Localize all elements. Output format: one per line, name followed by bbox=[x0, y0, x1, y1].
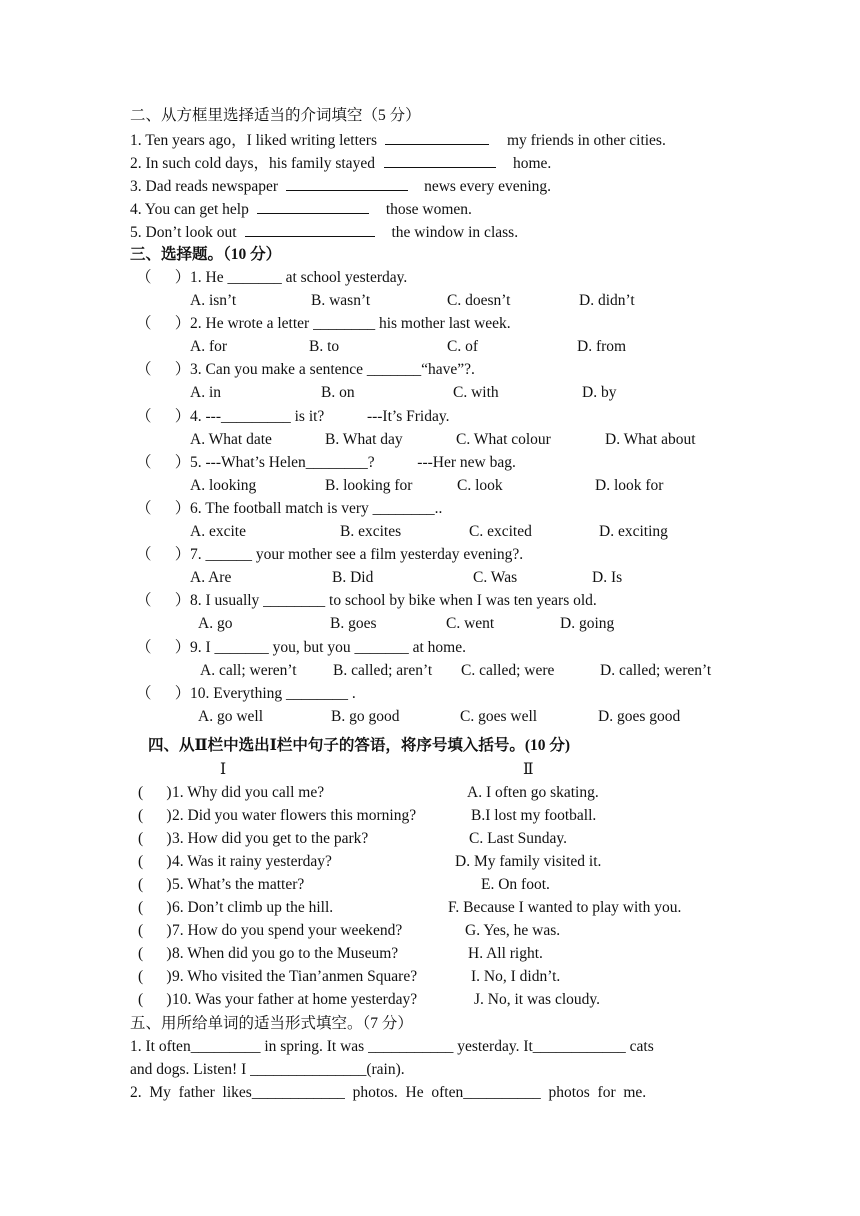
fill-item-5-pre: 5. Don’t look out bbox=[130, 224, 237, 241]
fill-item-5-post: the window in class. bbox=[391, 224, 519, 241]
option-a[interactable]: A. for bbox=[190, 338, 228, 356]
answer-bracket[interactable]: （ ） bbox=[136, 546, 191, 564]
column-1-header: Ⅰ bbox=[220, 761, 227, 778]
question-text: 10. Everything ________ . bbox=[190, 684, 356, 702]
option-b[interactable]: B. excites bbox=[340, 523, 402, 540]
fill-item-3-post: news every evening. bbox=[424, 178, 552, 195]
fill-item-3-pre: 3. Dad reads newspaper bbox=[130, 178, 279, 195]
option-a[interactable]: A. What date bbox=[190, 430, 272, 448]
question-text: 8. I usually ________ to school by bike when I was ten years old. bbox=[190, 592, 597, 610]
fill-item-2 bbox=[130, 153, 551, 174]
option-d[interactable]: D. from bbox=[577, 338, 627, 356]
answer-bracket[interactable]: （ ） bbox=[136, 315, 191, 333]
fill-item-4-post: those women. bbox=[385, 201, 472, 218]
option-a[interactable]: A. Are bbox=[190, 569, 232, 587]
match-bracket[interactable]: ( ) bbox=[138, 968, 172, 985]
option-c[interactable]: C. Was bbox=[473, 569, 518, 587]
question-text: 5. ---What’s Helen________? ---Her new bag. bbox=[190, 453, 516, 471]
option-b[interactable]: B. What day bbox=[325, 430, 403, 448]
match-answer: I. No, I didn’t. bbox=[471, 968, 561, 985]
answer-bracket[interactable]: （ ） bbox=[136, 500, 191, 517]
option-c[interactable]: C. doesn’t bbox=[447, 292, 511, 309]
section-3-title: 三、选择题。（10 分） bbox=[130, 246, 282, 263]
match-question: 3. How did you get to the park? bbox=[172, 830, 369, 847]
match-answer: E. On foot. bbox=[481, 876, 550, 893]
option-a[interactable]: A. in bbox=[190, 384, 221, 402]
question-text: 9. I _______ you, but you _______ at home. bbox=[190, 638, 466, 656]
option-b[interactable]: B. Did bbox=[332, 569, 374, 587]
option-a[interactable]: A. looking bbox=[190, 476, 257, 494]
question-text: 2. He wrote a letter ________ his mother last week. bbox=[190, 315, 511, 333]
question-text: 4. ---_________ is it? ---It’s Friday. bbox=[190, 407, 450, 425]
option-b[interactable]: B. on bbox=[321, 384, 355, 402]
answer-bracket[interactable]: （ ） bbox=[136, 269, 191, 286]
match-question: 4. Was it rainy yesterday? bbox=[172, 853, 332, 870]
match-answer: C. Last Sunday. bbox=[469, 830, 568, 847]
option-d[interactable]: D. What about bbox=[605, 430, 696, 448]
option-a[interactable]: A. go bbox=[198, 615, 233, 633]
option-c[interactable]: C. look bbox=[457, 476, 503, 494]
match-bracket[interactable]: ( ) bbox=[138, 876, 172, 893]
option-d[interactable]: D. by bbox=[582, 384, 617, 402]
question-text: 3. Can you make a sentence _______“have”?. bbox=[190, 361, 475, 379]
match-question: 5. What’s the matter? bbox=[172, 876, 305, 893]
fill-item-1-pre: 1. Ten years ago，I liked writing letters bbox=[130, 132, 377, 149]
fill-form-line-1: 1. It often_________ in spring. It was ___________ yesterday. It____________ cats bbox=[130, 1038, 654, 1055]
option-b[interactable]: B. goes bbox=[330, 615, 377, 633]
match-question: 8. When did you go to the Museum? bbox=[172, 945, 399, 962]
fill-item-3 bbox=[130, 176, 551, 197]
fill-item-1 bbox=[130, 130, 666, 151]
option-d[interactable]: D. didn’t bbox=[579, 292, 635, 309]
fill-blank-1[interactable] bbox=[385, 130, 489, 145]
option-c[interactable]: C. excited bbox=[469, 523, 532, 540]
question-text: 7. ______ your mother see a film yesterday evening?. bbox=[190, 546, 524, 564]
match-bracket[interactable]: ( ) bbox=[138, 807, 172, 824]
match-answer: G. Yes, he was. bbox=[465, 922, 561, 939]
answer-bracket[interactable]: （ ） bbox=[136, 638, 191, 656]
match-question: 1. Why did you call me? bbox=[172, 784, 325, 801]
option-d[interactable]: D. exciting bbox=[599, 523, 668, 540]
option-d[interactable]: D. goes good bbox=[598, 707, 681, 725]
option-b[interactable]: B. go good bbox=[331, 707, 400, 725]
option-b[interactable]: B. to bbox=[309, 338, 340, 356]
answer-bracket[interactable]: （ ） bbox=[136, 592, 191, 610]
fill-item-4-pre: 4. You can get help bbox=[130, 201, 249, 218]
column-2-header: Ⅱ bbox=[523, 761, 534, 778]
fill-blank-5[interactable] bbox=[245, 222, 375, 237]
answer-bracket[interactable]: （ ） bbox=[136, 453, 191, 471]
fill-item-2-pre: 2. In such cold days，his family stayed bbox=[130, 155, 375, 172]
option-c[interactable]: C. goes well bbox=[460, 707, 538, 725]
option-a[interactable]: A. call; weren’t bbox=[200, 661, 297, 679]
option-c[interactable]: C. What colour bbox=[456, 430, 551, 448]
match-answer: F. Because I wanted to play with you. bbox=[448, 899, 682, 916]
option-b[interactable]: B. looking for bbox=[325, 476, 413, 494]
fill-form-line-2: and dogs. Listen! I _______________(rain). bbox=[130, 1061, 405, 1078]
option-a[interactable]: A. go well bbox=[198, 707, 264, 725]
option-d[interactable]: D. Is bbox=[592, 569, 623, 587]
answer-bracket[interactable]: （ ） bbox=[136, 684, 191, 702]
section-2-title: 二、从方框里选择适当的介词填空（5 分） bbox=[130, 107, 421, 124]
fill-item-5 bbox=[130, 222, 518, 243]
match-answer: A. I often go skating. bbox=[467, 784, 599, 801]
match-answer: D. My family visited it. bbox=[455, 853, 602, 870]
answer-bracket[interactable]: （ ） bbox=[136, 407, 191, 425]
fill-blank-2[interactable] bbox=[384, 153, 496, 168]
match-bracket[interactable]: ( ) bbox=[138, 853, 172, 870]
match-bracket[interactable]: ( ) bbox=[138, 784, 172, 801]
match-bracket[interactable]: ( ) bbox=[138, 830, 172, 847]
option-c[interactable]: C. of bbox=[447, 338, 478, 356]
match-question: 9. Who visited the Tian’anmen Square? bbox=[172, 968, 418, 985]
option-d[interactable]: D. look for bbox=[595, 476, 664, 494]
option-a[interactable]: A. isn’t bbox=[190, 292, 237, 309]
section-5-title: 五、用所给单词的适当形式填空。（7 分） bbox=[130, 1015, 413, 1032]
option-c[interactable]: C. went bbox=[446, 615, 495, 633]
match-answer: B.I lost my football. bbox=[471, 807, 597, 824]
match-bracket[interactable]: ( ) bbox=[138, 899, 172, 916]
option-d[interactable]: D. called; weren’t bbox=[600, 661, 712, 679]
match-question: 7. How do you spend your weekend? bbox=[172, 922, 403, 939]
match-bracket[interactable]: ( ) bbox=[138, 945, 172, 962]
option-c[interactable]: C. with bbox=[453, 384, 499, 402]
match-answer: J. No, it was cloudy. bbox=[474, 991, 600, 1008]
option-c[interactable]: C. called; were bbox=[461, 661, 555, 679]
fill-item-2-post: home. bbox=[512, 155, 552, 172]
match-question: 2. Did you water flowers this morning? bbox=[172, 807, 417, 824]
question-text: 1. He _______ at school yesterday. bbox=[190, 269, 408, 286]
option-d[interactable]: D. going bbox=[560, 615, 615, 633]
fill-blank-4[interactable] bbox=[257, 199, 369, 214]
match-bracket[interactable]: ( ) bbox=[138, 922, 172, 939]
fill-blank-3[interactable] bbox=[286, 176, 408, 191]
fill-item-4 bbox=[130, 199, 472, 220]
section-4-title: 四、从Ⅱ栏中选出Ⅰ栏中句子的答语，将序号填入括号。(10 分) bbox=[148, 737, 571, 754]
match-question: 6. Don’t climb up the hill. bbox=[172, 899, 334, 916]
match-bracket[interactable]: ( ) bbox=[138, 991, 172, 1008]
answer-bracket[interactable]: （ ） bbox=[136, 361, 191, 379]
question-text: 6. The football match is very ________.. bbox=[190, 500, 443, 517]
fill-form-line-3: 2. My father likes____________ photos. He often__________ photos for me. bbox=[130, 1084, 647, 1101]
option-b[interactable]: B. called; aren’t bbox=[333, 661, 433, 679]
match-answer: H. All right. bbox=[468, 945, 543, 962]
option-b[interactable]: B. wasn’t bbox=[311, 292, 371, 309]
fill-item-1-post: my friends in other cities. bbox=[507, 132, 666, 149]
option-a[interactable]: A. excite bbox=[190, 523, 246, 540]
match-question: 10. Was your father at home yesterday? bbox=[172, 991, 418, 1008]
